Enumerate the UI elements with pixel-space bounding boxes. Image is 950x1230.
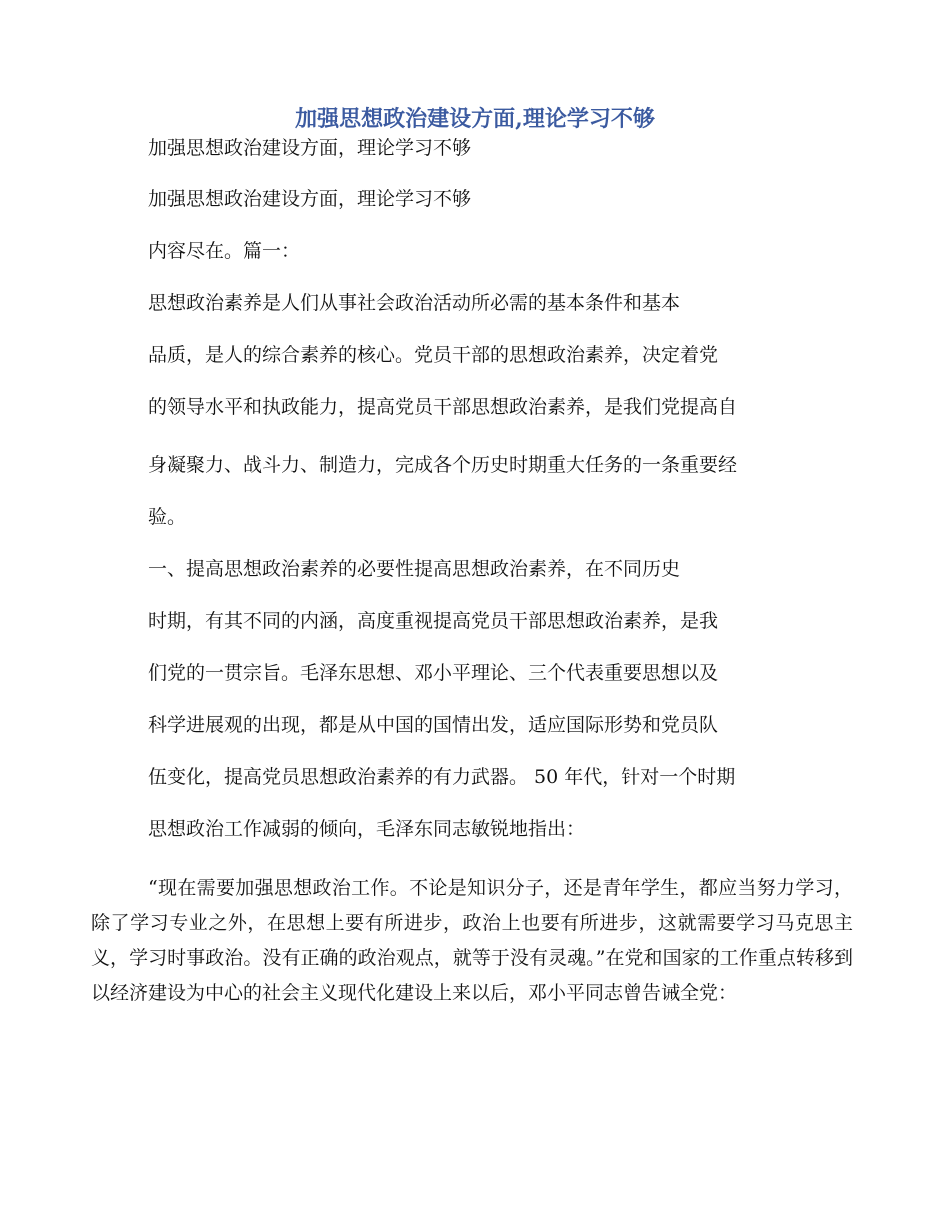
text-line: 加强思想政治建设方面，理论学习不够 <box>148 137 472 159</box>
text-line: 内容尽在。篇一： <box>148 240 301 262</box>
text-line: 身凝聚力、战斗力、制造力，完成各个历史时期重大任务的一条重要经 <box>148 454 738 476</box>
quote-paragraph: “现在需要加强思想政治工作。不论是知识分子，还是青年学生，都应当努力学习，除了学习专业之外，在思想上要有所进步，政治上也要有所进步，这就需要学习马克思主义，学习时事政治。没有正确的政治观点，就等于没有灵魂。”在党和国家的工作重点转移到以经济建设为中心的社会主义现代化建设上来以后，邓小平同志曾告诫全党： <box>91 877 853 1004</box>
text-line: 加强思想政治建设方面，理论学习不够 <box>148 188 472 210</box>
text-line: 思想政治工作减弱的倾向，毛泽东同志敏锐地指出： <box>148 818 586 840</box>
text-line: 思想政治素养是人们从事社会政治活动所必需的基本条件和基本 <box>148 292 681 314</box>
text-line: 品质，是人的综合素养的核心。党员干部的思想政治素养，决定着党 <box>148 344 719 366</box>
text-line: 科学进展观的出现，都是从中国的国情出发，适应国际形势和党员队 <box>148 714 719 736</box>
document-title: 加强思想政治建设方面,理论学习不够 <box>295 106 655 132</box>
text-line: 时期，有其不同的内涵，高度重视提高党员干部思想政治素养，是我 <box>148 610 719 632</box>
text-line: 验。 <box>148 506 187 528</box>
text-line: 的领导水平和执政能力，提高党员干部思想政治素养，是我们党提高自 <box>148 396 738 418</box>
text-line: 们党的一贯宗旨。毛泽东思想、邓小平理论、三个代表重要思想以及 <box>148 662 719 684</box>
text-line: 一、提高思想政治素养的必要性提高思想政治素养，在不同历史 <box>148 558 681 580</box>
text-line: 伍变化，提高党员思想政治素养的有力武器。 50 年代，针对一个时期 <box>148 766 736 788</box>
